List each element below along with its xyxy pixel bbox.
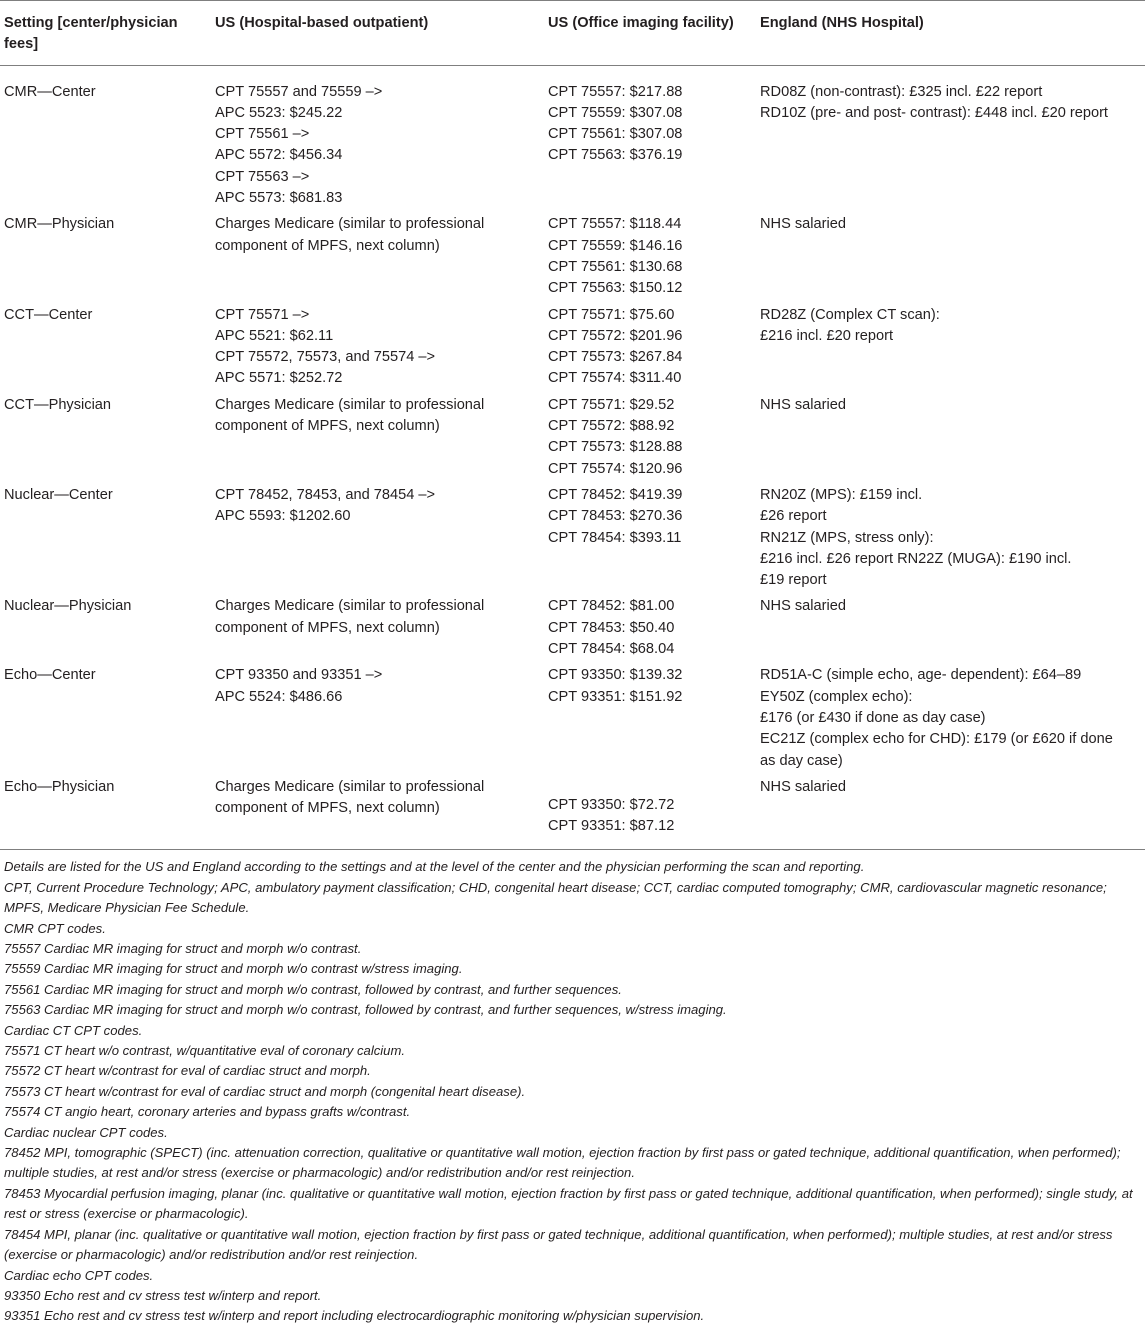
setting-cell: Nuclear—Center <box>4 486 113 503</box>
cell-line: RD51A-C (simple echo, age- dependent): £64–89 <box>760 667 1082 684</box>
cell-line: CPT 78453: $50.40 <box>548 619 675 636</box>
cell-line: EY50Z (complex echo): <box>760 688 913 705</box>
cell-line: CPT 93350: $139.32 <box>548 667 683 684</box>
cell-line: CPT 75571 –> <box>215 306 310 323</box>
us-hospital-cell <box>211 596 544 665</box>
england-cell <box>756 305 1145 395</box>
cell-line: RN20Z (MPS): £159 incl. <box>760 486 923 503</box>
footnote-line: 75559 Cardiac MR imaging for struct and morph w/o contrast w/stress imaging. <box>4 961 463 977</box>
england-cell <box>756 485 1145 596</box>
england-cell <box>756 777 1145 850</box>
footnote-line: Cardiac CT CPT codes. <box>4 1022 143 1038</box>
table-row <box>0 395 1145 485</box>
us-office-cell <box>544 777 756 850</box>
cell-line: CPT 75563 –> <box>215 168 310 185</box>
us-hospital-cell <box>211 305 544 395</box>
cell-line: APC 5524: $486.66 <box>215 688 343 705</box>
cell-line: CPT 78452: $419.39 <box>548 486 683 503</box>
cell-line: £216 incl. £20 report <box>760 327 894 344</box>
cell-line: CPT 75557 and 75559 –> <box>215 83 383 100</box>
cell-line: CPT 75573: $128.88 <box>548 439 683 456</box>
cell-line: APC 5593: $1202.60 <box>215 508 351 525</box>
table-row <box>0 777 1145 850</box>
england-cell <box>756 65 1145 214</box>
cell-line: NHS salaried <box>760 396 846 413</box>
table-row <box>0 65 1145 214</box>
cell-line: CPT 93350 and 93351 –> <box>215 667 383 684</box>
cell-line: CPT 75571: $75.60 <box>548 306 675 323</box>
cell-line: component of MPFS, next column) <box>215 619 440 636</box>
us-hospital-cell <box>211 65 544 214</box>
cell-line: APC 5521: $62.11 <box>215 327 334 344</box>
cell-line: CPT 78453: $270.36 <box>548 508 683 525</box>
cell-line: EC21Z (complex echo for CHD): £179 (or £620 if done <box>760 731 1113 748</box>
cell-line: CPT 78454: $68.04 <box>548 641 675 658</box>
cell-line: CPT 75571: $29.52 <box>548 396 675 413</box>
header-row <box>0 1 1145 66</box>
us-office-cell <box>544 596 756 665</box>
column-header-us-hospital: US (Hospital-based outpatient) <box>211 1 544 66</box>
table-body <box>0 65 1145 850</box>
footnote-line: 75571 CT heart w/o contrast, w/quantitative eval of coronary calcium. <box>4 1043 406 1059</box>
us-office-cell <box>544 214 756 304</box>
table-row <box>0 485 1145 596</box>
cell-line: as day case) <box>760 752 843 769</box>
footnote-line: 75572 CT heart w/contrast for eval of cardiac struct and morph. <box>4 1063 371 1079</box>
england-cell <box>756 395 1145 485</box>
cell-line: APC 5523: $245.22 <box>215 104 343 121</box>
cell-line: CPT 75561: $130.68 <box>548 258 683 275</box>
cell-line: CPT 75563: $376.19 <box>548 147 683 164</box>
cell-line: CPT 93350: $72.72 <box>548 796 675 813</box>
footnote-line: 78453 Myocardial perfusion imaging, planar (inc. qualitative or quantitative wall motion, ejection fraction by first pass or gated technique, additional quantification, when performed); single study, at rest or stress (exercise or pharmacologic). <box>4 1185 1133 1222</box>
us-office-cell <box>544 665 756 776</box>
table-row <box>0 596 1145 665</box>
setting-cell: CCT—Center <box>4 306 93 323</box>
cell-line: CPT 78454: $393.11 <box>548 529 682 546</box>
us-office-cell <box>544 395 756 485</box>
us-office-cell <box>544 65 756 214</box>
footnote-line: 75563 Cardiac MR imaging for struct and morph w/o contrast, followed by contrast, and further sequences, w/stress imaging. <box>4 1002 727 1018</box>
footnote-line: 93351 Echo rest and cv stress test w/interp and report including electrocardiographic monitoring w/physician supervision. <box>4 1308 705 1324</box>
setting-cell: CMR—Physician <box>4 216 115 233</box>
footnote-line: 75561 Cardiac MR imaging for struct and morph w/o contrast, followed by contrast, and further sequences. <box>4 981 622 997</box>
footnote-line: Cardiac echo CPT codes. <box>4 1267 154 1283</box>
column-header-setting: Setting [center/physician fees] <box>0 1 211 66</box>
setting-cell: Echo—Physician <box>0 777 211 850</box>
setting-cell: CCT—Physician <box>4 396 112 413</box>
setting-cell: CMR—Center <box>4 83 96 100</box>
cell-line: CPT 75574: $120.96 <box>548 460 683 477</box>
cell-line: Charges Medicare (similar to professional <box>215 778 485 795</box>
spacer <box>548 777 752 795</box>
table-row <box>0 665 1145 776</box>
cell-line: £19 report <box>760 572 827 589</box>
cell-line: Charges Medicare (similar to professional <box>215 598 485 615</box>
cell-line: component of MPFS, next column) <box>215 418 440 435</box>
cell-line: CPT 75561: $307.08 <box>548 126 683 143</box>
cell-line: RD28Z (Complex CT scan): <box>760 306 940 323</box>
cell-line: APC 5571: $252.72 <box>215 370 343 387</box>
cell-line: Charges Medicare (similar to professional <box>215 396 485 413</box>
cell-line: NHS salaried <box>760 778 846 795</box>
footnote-line: CPT, Current Procedure Technology; APC, ambulatory payment classification; CHD, congenital heart disease; CCT, cardiac computed tomography; CMR, cardiovascular magnetic resonance; MPFS, Medicare Physician Fee Schedule. <box>4 879 1107 916</box>
cell-line: CPT 75559: $146.16 <box>548 237 683 254</box>
us-hospital-cell <box>211 777 544 850</box>
cell-line: RN21Z (MPS, stress only): <box>760 529 934 546</box>
footnote-line: 75573 CT heart w/contrast for eval of cardiac struct and morph (congenital heart disease). <box>4 1083 526 1099</box>
cell-line: Charges Medicare (similar to professional <box>215 216 485 233</box>
cell-line: £216 incl. £26 report RN22Z (MUGA): £190 incl. <box>760 550 1072 567</box>
footnote-line: Cardiac nuclear CPT codes. <box>4 1124 168 1140</box>
cell-line: RD08Z (non-contrast): £325 incl. £22 report <box>760 83 1043 100</box>
table-footnotes <box>0 850 1145 1326</box>
cell-line: CPT 78452, 78453, and 78454 –> <box>215 486 436 503</box>
cell-line: CPT 75574: $311.40 <box>548 370 682 387</box>
footnote-line: 78454 MPI, planar (inc. qualitative or quantitative wall motion, ejection fraction by first pass or gated technique, additional quantification, when performed); multiple studies, at rest and/or stress (exercise or pharmacologic) and/or redistribution and/or rest reinjection. <box>4 1226 1113 1263</box>
cell-line: NHS salaried <box>760 216 846 233</box>
cell-line: CPT 75572, 75573, and 75574 –> <box>215 349 436 366</box>
footnote-line: 75574 CT angio heart, coronary arteries and bypass grafts w/contrast. <box>4 1104 411 1120</box>
cell-line: CPT 75561 –> <box>215 126 310 143</box>
cell-line: CPT 75563: $150.12 <box>548 280 683 297</box>
us-hospital-cell <box>211 395 544 485</box>
table-header <box>0 1 1145 66</box>
us-hospital-cell <box>211 665 544 776</box>
cell-line: CPT 75573: $267.84 <box>548 349 683 366</box>
cell-line: CPT 93351: $87.12 <box>548 818 675 835</box>
cell-line: RD10Z (pre- and post- contrast): £448 incl. £20 report <box>760 104 1108 121</box>
column-header-us-office: US (Office imaging facility) <box>544 1 756 66</box>
cell-line: £176 (or £430 if done as day case) <box>760 709 986 726</box>
us-office-cell <box>544 485 756 596</box>
cell-line: CPT 75572: $201.96 <box>548 327 683 344</box>
cell-line: component of MPFS, next column) <box>215 800 440 817</box>
footnote-line: CMR CPT codes. <box>4 920 106 936</box>
cell-line: APC 5573: $681.83 <box>215 190 343 207</box>
us-office-cell <box>544 305 756 395</box>
cell-line: CPT 78452: $81.00 <box>548 598 675 615</box>
cell-line: NHS salaried <box>760 598 846 615</box>
cell-line: £26 report <box>760 508 827 525</box>
us-hospital-cell <box>211 214 544 304</box>
cell-line: CPT 75559: $307.08 <box>548 104 683 121</box>
column-header-england: England (NHS Hospital) <box>756 1 1145 66</box>
cell-line: CPT 75557: $118.44 <box>548 216 682 233</box>
setting-cell: Echo—Center <box>4 667 96 684</box>
england-cell <box>756 214 1145 304</box>
footnote-line: Details are listed for the US and England according to the settings and at the level of the center and the physician performing the scan and reporting. <box>4 859 865 875</box>
us-hospital-cell <box>211 485 544 596</box>
england-cell <box>756 596 1145 665</box>
setting-cell: Nuclear—Physician <box>4 598 132 615</box>
cell-line: CPT 93351: $151.92 <box>548 688 683 705</box>
cell-line: component of MPFS, next column) <box>215 237 440 254</box>
footnote-line: 78452 MPI, tomographic (SPECT) (inc. attenuation correction, qualitative or quantitative wall motion, ejection fraction by first pass or gated technique, additional quantification, when performed); multiple studies, at rest and/or stress (exercise or pharmacologic) and/or redistribution and/or rest reinjection. <box>4 1145 1121 1181</box>
cell-line: APC 5572: $456.34 <box>215 147 343 164</box>
england-cell <box>756 665 1145 776</box>
footnote-line: 93350 Echo rest and cv stress test w/interp and report. <box>4 1287 322 1303</box>
footnote-line: 75557 Cardiac MR imaging for struct and morph w/o contrast. <box>4 941 362 957</box>
table-row <box>0 305 1145 395</box>
table-row <box>0 214 1145 304</box>
cell-line: CPT 75557: $217.88 <box>548 83 683 100</box>
cell-line: CPT 75572: $88.92 <box>548 418 675 435</box>
